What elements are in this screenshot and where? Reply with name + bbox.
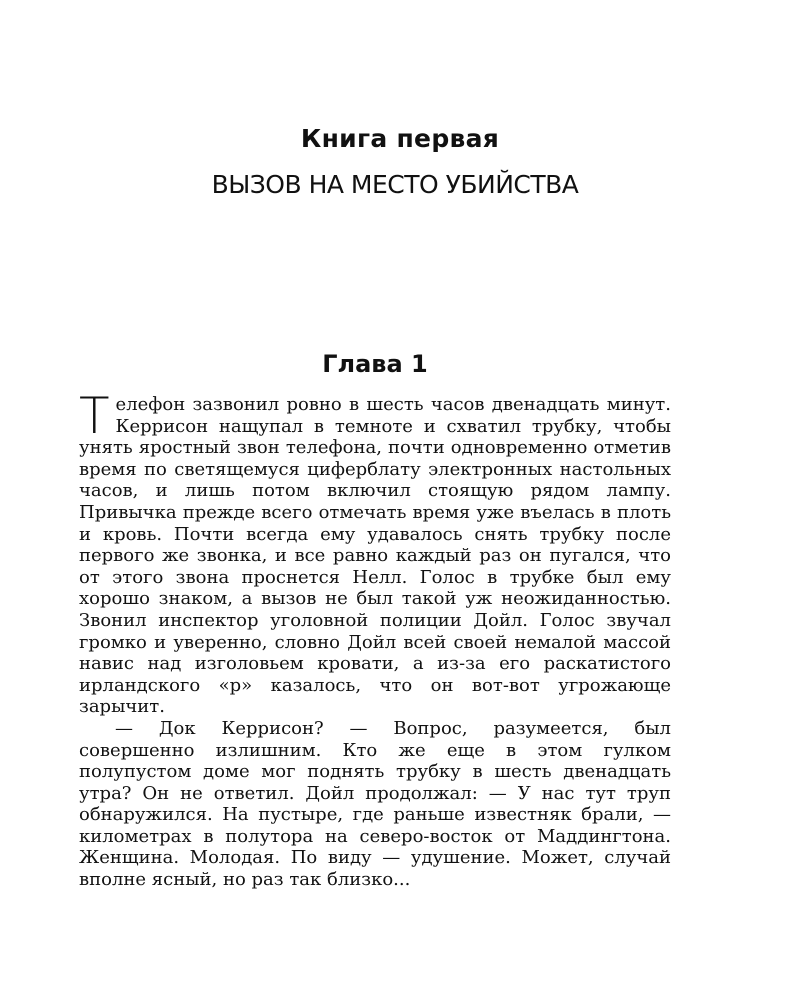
part-title: ВЫЗОВ НА МЕСТО УБИЙСТВА	[211, 170, 579, 199]
drop-cap: Т	[79, 387, 110, 445]
paragraph	[79, 718, 671, 891]
book-title: Книга первая	[300, 124, 500, 153]
paragraph-text: елефон зазвонил ровно в шесть часов двенадцать минут. Керрисон нащупал в темноте и схватил трубку, чтобы унять яростный звон телефона, почти одновременно отметив время по светящемуся циферблату электронных настольных часов, и лишь потом включил стоящую рядом лампу. Привычка прежде всего отмечать время уже въелась в плоть и кровь. Почти всегда ему удавалось снять трубку после первого же звонка, и все равно каждый раз он пугался, что от этого звона проснется Нелл. Голос в трубке был ему хорошо знаком, а вызов не был такой уж неожиданностью. Звонил инспектор уголовной полиции Дойл. Голос звучал громко и уверенно, словно Дойл всей своей немалой массой навис над изголовьем кровати, а из-за его раскатистого ирландского «р» казалось, что он вот-вот угрожающе зарычит.	[79, 394, 671, 718]
paragraph-text: — Док Керрисон? — Вопрос, разумеется, был совершенно излишним. Кто же еще в этом гулком полупустом доме мог поднять трубку в шесть двенадцать утра? Он не ответил. Дойл продолжал: — У нас тут труп обнаружился. На пустыре, где раньше известняк брали, — километрах в полутора на северо-восток от Маддингтона. Женщина. Молодая. По виду — удушение. Может, случай вполне ясный, но раз так близко...	[79, 717, 671, 891]
chapter-body	[79, 387, 671, 891]
paragraph	[79, 387, 671, 718]
chapter-title: Глава 1	[322, 350, 428, 378]
